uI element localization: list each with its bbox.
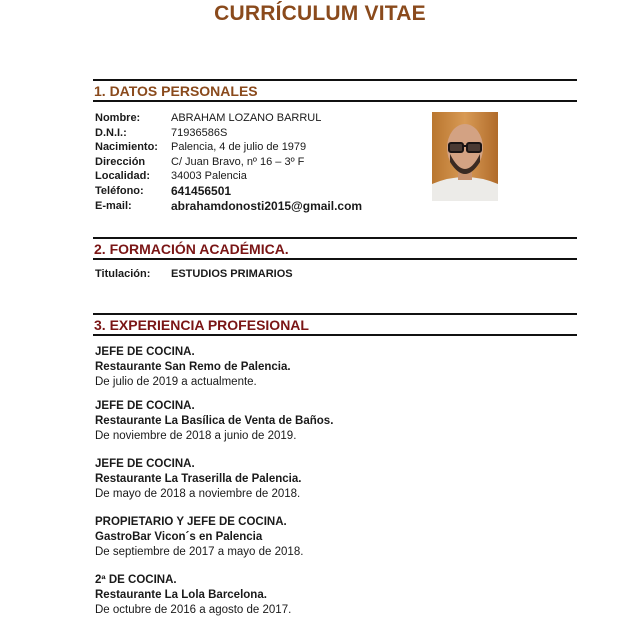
field-value: 71936586S bbox=[171, 126, 228, 139]
field-name bbox=[95, 111, 362, 126]
job-place: Restaurante La Basílica de Venta de Baños. bbox=[95, 415, 334, 427]
field-label: Nombre: bbox=[95, 112, 141, 124]
field-value: 641456501 bbox=[171, 183, 232, 198]
section-heading: 1. DATOS PERSONALES bbox=[94, 83, 258, 99]
field-email bbox=[95, 199, 362, 214]
section-experience-header bbox=[93, 313, 577, 336]
field-value: 34003 Palencia bbox=[171, 170, 247, 183]
field-label: Nacimiento: bbox=[95, 141, 158, 154]
job-entry bbox=[95, 399, 333, 444]
job-place: GastroBar Vicon´s en Palencia bbox=[95, 531, 263, 543]
divider bbox=[93, 100, 577, 102]
field-label: D.N.I.: bbox=[95, 126, 127, 139]
field-dni bbox=[95, 126, 362, 141]
job-period: De noviembre de 2018 a junio de 2019. bbox=[95, 430, 297, 442]
field-label: Teléfono: bbox=[95, 184, 144, 197]
job-position: JEFE DE COCINA. bbox=[95, 458, 195, 470]
education-entry bbox=[95, 268, 293, 280]
field-address bbox=[95, 155, 362, 170]
job-place: Restaurante San Remo de Palencia. bbox=[95, 361, 291, 373]
field-label: Titulación: bbox=[95, 268, 151, 280]
section-personal-header bbox=[93, 79, 577, 102]
job-entry bbox=[95, 345, 291, 390]
section-heading: 2. FORMACIÓN ACADÉMICA. bbox=[94, 241, 289, 257]
job-period: De mayo de 2018 a noviembre de 2018. bbox=[95, 488, 301, 500]
field-birth bbox=[95, 140, 362, 155]
job-place: Restaurante La Traserilla de Palencia. bbox=[95, 473, 302, 485]
job-entry bbox=[95, 515, 303, 560]
job-position: PROPIETARIO Y JEFE DE COCINA. bbox=[95, 516, 287, 528]
job-position: JEFE DE COCINA. bbox=[95, 346, 195, 358]
job-entry bbox=[95, 457, 301, 502]
field-value: ESTUDIOS PRIMARIOS bbox=[171, 268, 293, 280]
job-period: De octubre de 2016 a agosto de 2017. bbox=[95, 604, 292, 616]
field-phone bbox=[95, 184, 362, 199]
job-period: De julio de 2019 a actualmente. bbox=[95, 376, 257, 388]
job-entry bbox=[95, 573, 291, 618]
field-label: Localidad: bbox=[95, 170, 151, 183]
field-city bbox=[95, 169, 362, 184]
divider bbox=[93, 258, 577, 260]
field-value: C/ Juan Bravo, nº 16 – 3º F bbox=[171, 155, 305, 168]
field-value: ABRAHAM LOZANO BARRUL bbox=[171, 112, 322, 124]
field-value: abrahamdonosti2015@gmail.com bbox=[171, 198, 363, 213]
divider bbox=[93, 334, 577, 336]
section-heading: 3. EXPERIENCIA PROFESIONAL bbox=[94, 317, 309, 333]
job-place: Restaurante La Lola Barcelona. bbox=[95, 589, 267, 601]
field-label: Dirección bbox=[95, 155, 146, 168]
job-position: JEFE DE COCINA. bbox=[95, 400, 195, 412]
field-value: Palencia, 4 de julio de 1979 bbox=[171, 141, 307, 154]
job-position: 2ª DE COCINA. bbox=[95, 574, 177, 586]
personal-details bbox=[95, 111, 362, 213]
document-title: CURRÍCULUM VITAE bbox=[214, 2, 426, 25]
field-label: E-mail: bbox=[95, 199, 132, 212]
job-period: De septiembre de 2017 a mayo de 2018. bbox=[95, 546, 304, 558]
profile-photo bbox=[432, 112, 498, 201]
section-education-header bbox=[93, 237, 577, 260]
